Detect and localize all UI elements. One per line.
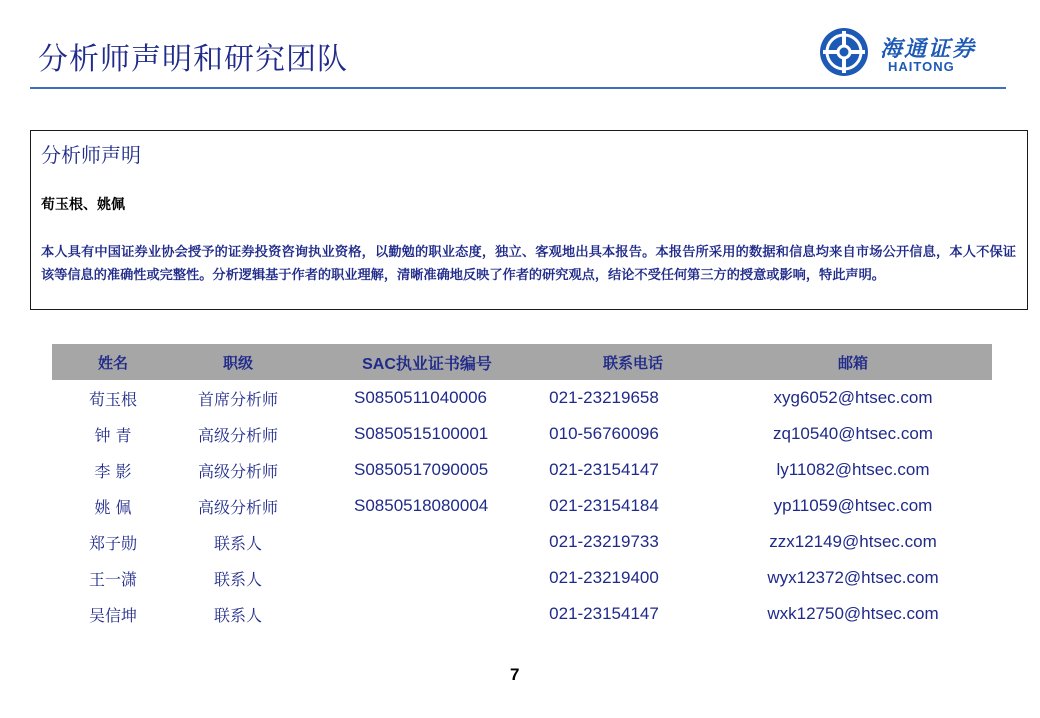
header-phone: 联系电话 xyxy=(602,353,663,372)
cell-email: xyg6052@htsec.com xyxy=(773,388,933,407)
cell-phone: 021-23154147 xyxy=(549,604,659,623)
cell-email: zzx12149@htsec.com xyxy=(769,532,937,551)
cell-name: 姚 佩 xyxy=(94,497,132,517)
cell-name: 李 影 xyxy=(94,461,132,481)
cell-email: ly11082@htsec.com xyxy=(776,460,930,479)
research-team-table xyxy=(52,344,992,632)
haitong-logo-icon xyxy=(818,26,870,78)
declaration-analyst-names: 荀玉根、姚佩 xyxy=(41,197,125,213)
cell-rank: 联系人 xyxy=(213,533,262,553)
declaration-heading: 分析师声明 xyxy=(41,143,141,167)
table-row xyxy=(52,596,992,632)
cell-name: 钟 青 xyxy=(94,425,132,445)
cell-rank: 高级分析师 xyxy=(197,461,278,481)
cell-sac: S0850517090005 xyxy=(354,460,489,479)
page-number: 7 xyxy=(510,665,520,684)
cell-sac: S0850515100001 xyxy=(354,424,489,443)
cell-email: wyx12372@htsec.com xyxy=(767,568,939,587)
cell-phone: 021-23219658 xyxy=(549,388,659,407)
cell-phone: 010-56760096 xyxy=(549,424,659,443)
table-row xyxy=(52,488,992,524)
cell-phone: 021-23219400 xyxy=(549,568,659,587)
cell-sac: S0850518080004 xyxy=(354,496,489,515)
logo-english-name: HAITONG xyxy=(888,59,955,74)
cell-name: 王一潇 xyxy=(88,569,137,589)
declaration-text: 本人具有中国证券业协会授予的证券投资咨询执业资格，以勤勉的职业态度，独立、客观地出具本报告。本报告所采用的数据和信息均来自市场公开信息，本人不保证该等信息的准确性或完整性。分析逻辑基于作者的职业理解，清晰准确地反映了作者的研究观点，结论不受任何第三方的授意或影响，特此声明。 xyxy=(41,245,1016,283)
table-header-row xyxy=(52,344,992,380)
cell-rank: 高级分析师 xyxy=(197,425,278,445)
cell-rank: 联系人 xyxy=(213,569,262,589)
cell-rank: 首席分析师 xyxy=(197,389,278,409)
header-name: 姓名 xyxy=(97,353,128,372)
cell-email: yp11059@htsec.com xyxy=(773,496,933,515)
table-row xyxy=(52,416,992,452)
cell-email: zq10540@htsec.com xyxy=(773,424,933,443)
cell-phone: 021-23154147 xyxy=(549,460,659,479)
header-sac-number: SAC执业证书编号 xyxy=(362,355,492,373)
company-logo xyxy=(818,26,1008,82)
table-row xyxy=(52,380,992,416)
logo-chinese-name: 海通证券 xyxy=(880,36,977,62)
table-row xyxy=(52,452,992,488)
cell-phone: 021-23154184 xyxy=(549,496,659,515)
cell-email: wxk12750@htsec.com xyxy=(767,604,939,623)
header-rank: 职级 xyxy=(222,353,253,372)
table-row xyxy=(52,560,992,596)
page-title: 分析师声明和研究团队 xyxy=(38,42,348,77)
cell-sac: S0850511040006 xyxy=(354,388,487,407)
analyst-declaration-box xyxy=(30,130,1028,310)
cell-rank: 联系人 xyxy=(213,605,262,625)
cell-rank: 高级分析师 xyxy=(197,497,278,517)
cell-name: 荀玉根 xyxy=(88,389,137,409)
title-divider xyxy=(30,87,1006,89)
cell-name: 吴信坤 xyxy=(88,605,137,625)
cell-phone: 021-23219733 xyxy=(549,532,659,551)
header-email: 邮箱 xyxy=(837,353,868,372)
cell-name: 郑子勋 xyxy=(88,533,137,553)
table-row xyxy=(52,524,992,560)
